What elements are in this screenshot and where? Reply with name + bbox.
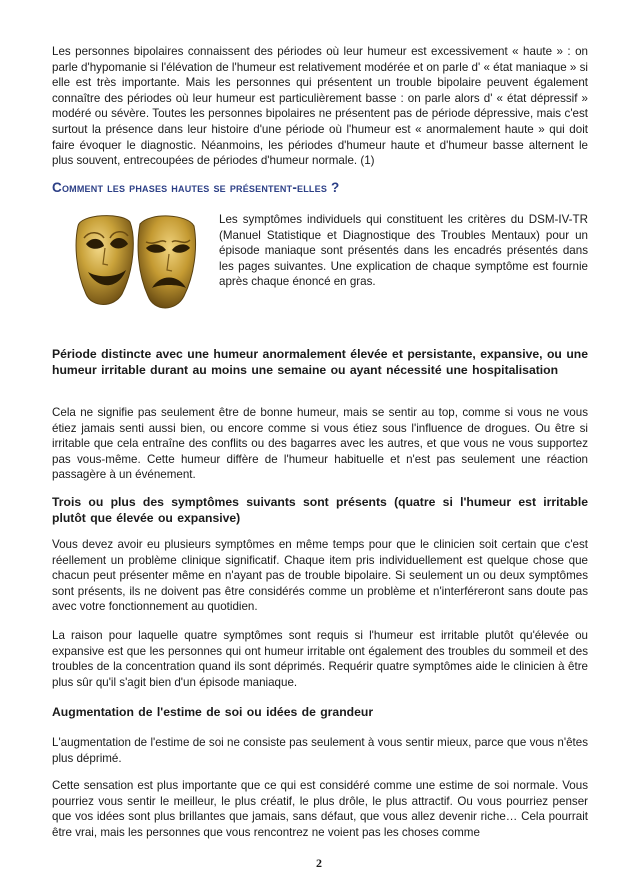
criterion-1-text: Cela ne signifie pas seulement être de bonne humeur, mais se sentir au top, comme si vous ne vous étiez jamais senti aussi bien, ou encore comme si vous étiez sous l'influence de drogues. Ou être si irritable que cela entraîne des conflits ou des bagarres avec les autres, et que vous ne vous supportez pas vous-même. Cette humeur diffère de l'humeur habituelle et n'est pas seulement une réaction passagère à un événement. [52,406,588,482]
intro-paragraph: Les personnes bipolaires connaissent des périodes où leur humeur est excessivement « haute » : on parle d'hypomanie si l'élévation de l'humeur est relativement modérée et on parle d' « état maniaque » si elle est très importante. Mais les personnes qui présentent un trouble bipolaire peuvent également connaître des périodes où leur humeur est particulièrement basse : on parle alors d' « état dépressif » modéré ou sévère. Toutes les personnes bipolaires ne présentent pas de période dépressive, mais c'est surtout la présence dans leur histoire d'une période où l'humeur est « anormalement haute » qui doit faire évoquer le diagnostic. Néanmoins, les périodes d'humeur haute et d'humeur basse alternent le plus souvent, entrecoupées de périodes d'humeur normale. (1) [52,45,588,168]
criterion-3-heading: Augmentation de l'estime de soi ou idées de grandeur [52,705,374,719]
page-number: 2 [316,856,322,870]
tragedy-mask-icon [138,216,195,308]
criterion-2-text-2: La raison pour laquelle quatre symptômes sont requis si l'humeur est irritable plutôt qu'élevée ou expansive est que les personnes qui ont humeur irritable ont également des troubles du sommeil et des troubles de la concentration quand ils sont déprimés. Requérir quatre symptômes aide le clinicien à être plus sûr qu'il s'agit bien d'un épisode maniaque. [52,629,588,689]
dsm-intro-text: Les symptômes individuels qui constituent les critères du DSM-IV-TR (Manuel Statistique et Diagnostique des Troubles Mentaux) pour un épisode maniaque sont présentés dans les encadrés présentés dans les pages suivantes. Une explication de chaque symptôme est fournie après chaque énoncé en gras. [219,213,588,289]
criterion-2-heading: Trois ou plus des symptômes suivants sont présents (quatre si l'humeur est irritable plutôt que élevée ou expansive) [52,495,588,525]
criterion-2-text-1: Vous devez avoir eu plusieurs symptômes en même temps pour que le clinicien soit certain que c'est réellement un problème clinique significatif. Chaque item pris individuellement est quelque chose que chacun peut présenter même en n'ayant pas de trouble bipolaire. Si seulement un ou deux symptômes sont présents, ils ne doivent pas être considérés comme un problème et n'interféreront sans doute pas avec votre fonctionnement au quotidien. [52,538,588,614]
criterion-1-heading: Période distincte avec une humeur anormalement élevée et persistante, expansive, ou une humeur irritable durant au moins une semaine ou ayant nécessité une hospitalisation [52,347,588,377]
theatre-masks-image [70,208,200,323]
section-heading: Comment les phases hautes se présentent-elles ? [52,180,340,195]
criterion-3-text-1: L'augmentation de l'estime de soi ne consiste pas seulement à vous sentir mieux, parce que vous n'êtes plus déprimé. [52,736,588,765]
criterion-3-text-2: Cette sensation est plus importante que ce qui est considéré comme une estime de soi normale. Vous pourriez vous sentir le meilleur, le plus créatif, le plus drôle, le plus attractif. Ou vous pourriez penser que vos idées sont plus brillantes que jamais, sans défaut, que vous allez devenir riche… Cela pourrait être vrai, mais les personnes que vous rencontrez ne voient pas les choses comme [52,779,588,839]
comedy-mask-icon [76,216,133,305]
